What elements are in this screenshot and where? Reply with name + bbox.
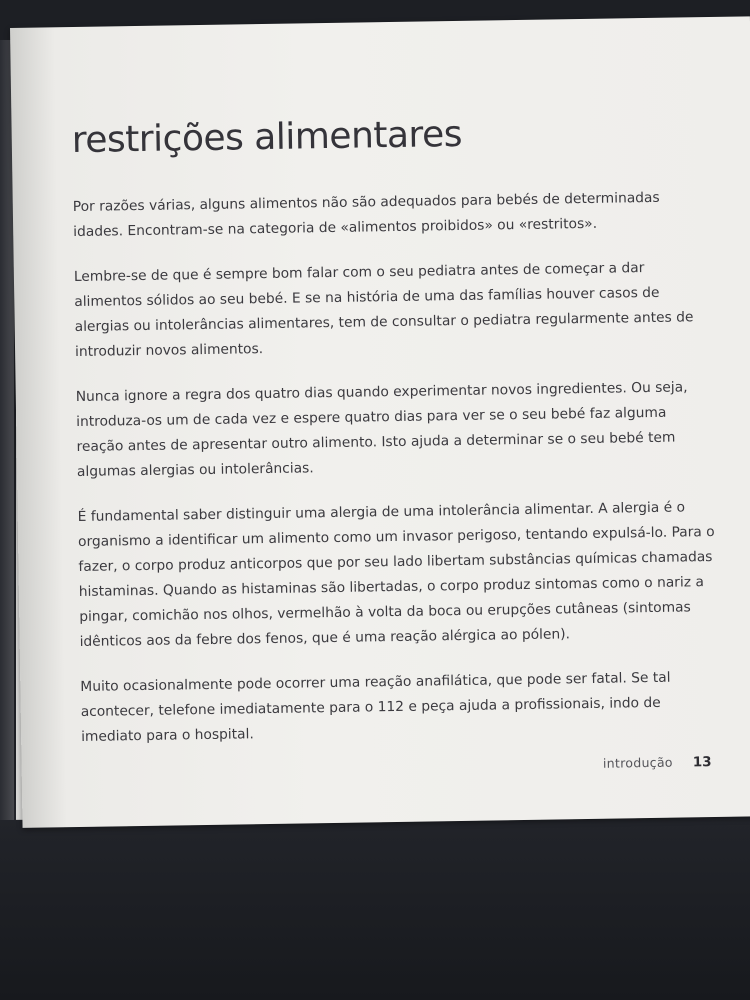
paragraph-1: Por razões várias, alguns alimentos não são adequados para bebés de determinadas idades. Encontram-se na categoria de «alimentos proibidos» ou «restritos». [72, 189, 660, 241]
page-title: restrições alimentares [71, 113, 463, 162]
section-name: introdução [602, 754, 673, 771]
page-footer [461, 751, 711, 774]
body-text [73, 185, 722, 770]
table-surface [0, 800, 750, 1000]
paragraph-3: Nunca ignore a regra dos quatro dias quando experimentar novos ingredientes. Ou seja, introduza-os um de cada vez e espere quatro dias para ver se o seu bebé faz alguma reação antes de apresentar outro alimento. Isto ajuda a determinar se o seu bebé tem algumas alergias ou intolerâncias. [75, 379, 688, 481]
paragraph-4: É fundamental saber distinguir uma alergia de uma intolerância alimentar. A alergia é o organismo a identificar um alimento como um invasor perigoso, tentando expulsá-lo. Para o fazer, o corpo produz anticorpos que por seu lado libertam substâncias químicas chamadas histaminas. Quando as histaminas são libertadas, o corpo produz sintomas como o nariz a pingar, comichão nos olhos, vermelhão à volta da boca ou erupções cutâneas (sintomas idênticos aos da febre dos fenos, que é uma reação alérgica ao pólen). [77, 499, 715, 650]
paragraph-2: Lembre-se de que é sempre bom falar com o seu pediatra antes de começar a dar alimentos sólidos ao seu bebé. E se na história de uma das famílias houver casos de alergias ou intolerâncias alimentares, tem de consultar o pediatra regularmente antes de introduzir novos alimentos. [73, 260, 694, 361]
page-number: 13 [692, 754, 712, 771]
paragraph-5: Muito ocasionalmente pode ocorrer uma reação anafilática, que pode ser fatal. Se tal acontecer, telefone imediatamente para o 112 e peça ajuda a profissionais, indo de imediato para o hospital. [80, 669, 671, 745]
book-page [10, 16, 750, 828]
